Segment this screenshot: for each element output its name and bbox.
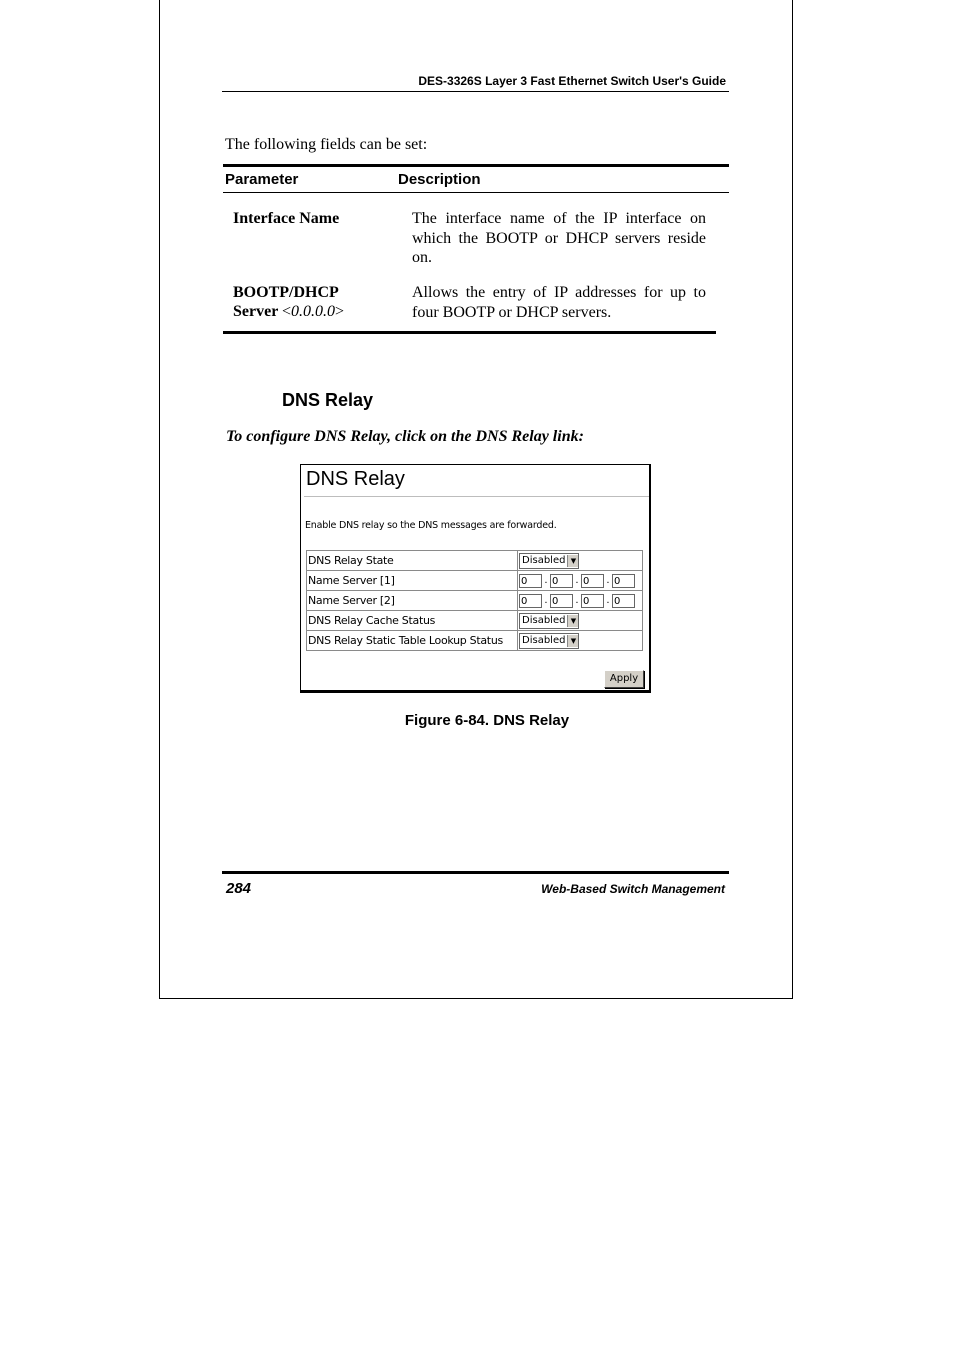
chevron-down-icon: ▼ [567, 635, 578, 647]
name-server-1-octet-2[interactable]: 0 [550, 574, 573, 588]
page-number: 284 [226, 880, 252, 897]
select-value: Disabled [522, 635, 566, 646]
name-server-1-octet-3[interactable]: 0 [581, 574, 604, 588]
param-gt: > [335, 303, 345, 320]
dns-relay-static-lookup-select[interactable] [519, 633, 579, 649]
param-interface-name: Interface Name [233, 210, 340, 227]
name-server-1-label: Name Server [1] [307, 571, 518, 591]
table-row [307, 631, 643, 651]
ip-separator: . [606, 575, 610, 586]
instruction-text: To configure DNS Relay, click on the DNS Relay link: [226, 428, 584, 445]
dns-relay-state-cell [518, 551, 643, 571]
ip-separator: . [544, 595, 548, 606]
param-line2: Server [233, 303, 279, 320]
figure-window-title: DNS Relay [306, 468, 405, 490]
intro-text: The following fields can be set: [225, 136, 428, 153]
figure-description: Enable DNS relay so the DNS messages are forwarded. [305, 520, 557, 531]
chevron-down-icon: ▼ [567, 615, 578, 627]
desc-interface-name: The interface name of the IP interface on which the BOOTP or DHCP servers reside on. [412, 210, 706, 266]
dns-relay-settings-table [306, 550, 643, 651]
dns-relay-state-select[interactable] [519, 553, 579, 569]
table-row [307, 571, 643, 591]
table-header-rule [223, 192, 729, 193]
ip-separator: . [544, 575, 548, 586]
dns-relay-cache-status-select[interactable] [519, 613, 579, 629]
apply-button[interactable]: Apply [604, 670, 644, 688]
dns-relay-static-lookup-label: DNS Relay Static Table Lookup Status [307, 631, 518, 651]
ip-separator: . [575, 575, 579, 586]
name-server-2-octet-2[interactable]: 0 [550, 594, 573, 608]
name-server-2-octet-1[interactable]: 0 [519, 594, 542, 608]
table-row [307, 551, 643, 571]
dns-relay-cache-status-cell [518, 611, 643, 631]
select-value: Disabled [522, 615, 566, 626]
param-bootp-dhcp-server [233, 283, 344, 321]
column-header-description: Description [398, 171, 481, 188]
param-line1: BOOTP/DHCP [233, 284, 339, 301]
table-row [307, 611, 643, 631]
figure-title-rule [304, 496, 649, 497]
name-server-2-cell [518, 591, 643, 611]
column-header-parameter: Parameter [225, 171, 299, 188]
ip-separator: . [575, 595, 579, 606]
param-lt: < [282, 303, 292, 320]
table-bottom-rule [223, 331, 716, 334]
param-value: 0.0.0.0 [291, 303, 336, 320]
chevron-down-icon: ▼ [567, 555, 578, 567]
name-server-2-octet-4[interactable]: 0 [612, 594, 635, 608]
section-title: DNS Relay [282, 390, 374, 410]
desc-bootp-dhcp-server: Allows the entry of IP addresses for up to four BOOTP or DHCP servers. [412, 284, 706, 321]
name-server-1-cell [518, 571, 643, 591]
dns-relay-screenshot [300, 464, 651, 693]
dns-relay-static-lookup-cell [518, 631, 643, 651]
select-value: Disabled [522, 555, 566, 566]
footer-rule [222, 871, 729, 874]
dns-relay-cache-status-label: DNS Relay Cache Status [307, 611, 518, 631]
dns-relay-state-label: DNS Relay State [307, 551, 518, 571]
name-server-2-octet-3[interactable]: 0 [581, 594, 604, 608]
name-server-1-octet-4[interactable]: 0 [612, 574, 635, 588]
ip-separator: . [606, 595, 610, 606]
name-server-1-octet-1[interactable]: 0 [519, 574, 542, 588]
header-rule [222, 91, 729, 92]
running-footer: Web-Based Switch Management [541, 882, 725, 896]
name-server-2-label: Name Server [2] [307, 591, 518, 611]
figure-caption: Figure 6-84. DNS Relay [404, 712, 570, 729]
table-top-rule [223, 164, 729, 167]
table-row [307, 591, 643, 611]
running-header: DES-3326S Layer 3 Fast Ethernet Switch User's Guide [418, 74, 726, 88]
